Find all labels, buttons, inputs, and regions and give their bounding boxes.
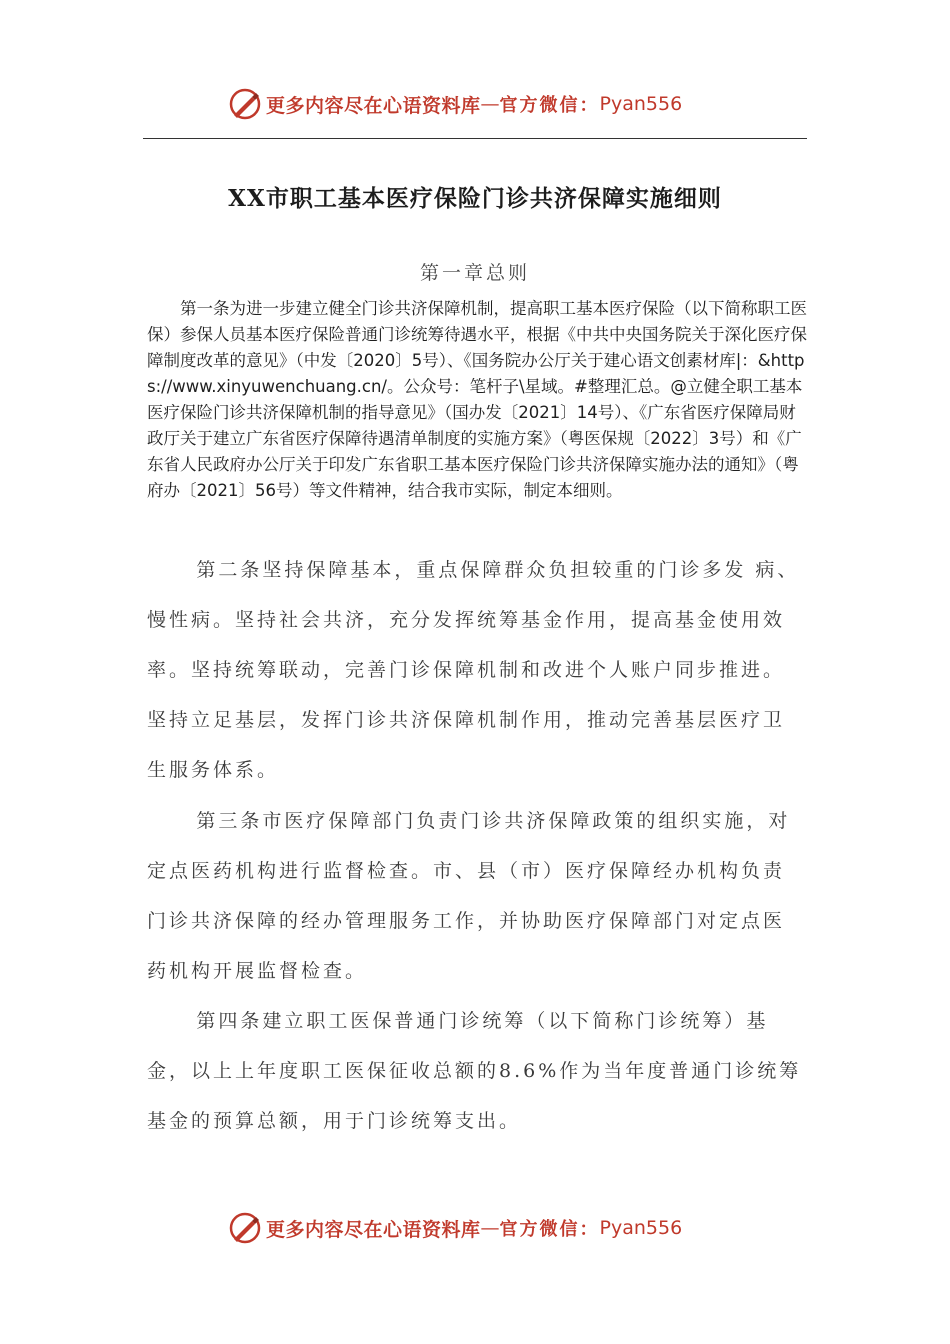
pen-logo-icon [228, 1211, 262, 1245]
paragraph-article-2: 第二条坚持保障基本，重点保障群众负担较重的门诊多发 病、慢性病。坚持社会共济，充分发挥统筹基金作用，提高基金使用效率。坚持统筹联动，完善门诊保障机制和改进个人账户同步推进。坚持立足基层，发挥门诊共济保障机制作用，推动完善基层医疗卫生服务体系。 [147, 559, 800, 781]
banner-wechat-id: Pyan556 [599, 1217, 683, 1239]
banner-dash: — [480, 1217, 500, 1239]
paragraph-article-1: 第一条为进一步建立健全门诊共济保障机制，提高职工基本医疗保险（以下简称职工医保）参保人员基本医疗保险普通门诊统筹待遇水平，根据《中共中央国务院关于深化医疗保障制度改革的意见》（中发〔2020〕5号）、《国务院办公厅关于建心语文创素材库|：&https://www.xinyuwenchuang.cn/。公众号：笔杆子\星域。#整理汇总。@立健全职工基本医疗保险门诊共济保障机制的指导意见》（国办发〔2021〕14号）、《广东省医疗保障局财政厅关于建立广东省医疗保障待遇清单制度的实施方案》（粤医保规〔2022〕3号）和《广东省人民政府办公厅关于印发广东省职工基本医疗保险门诊共济保障实施办法的通知》（粤府办〔2021〕56号）等文件精神，结合我市实际，制定本细则。 [147, 299, 807, 500]
banner-wechat-id: Pyan556 [599, 93, 683, 115]
banner-text: 更多内容尽在心语资料库 [266, 1218, 481, 1241]
pen-logo-icon [228, 87, 262, 121]
paragraph-article-3: 第三条市医疗保障部门负责门诊共济保障政策的组织实施，对定点医药机构进行监督检查。市、县（市）医疗保障经办机构负责门诊共济保障的经办管理服务工作，并协助医疗保障部门对定点医药机构开展监督检查。 [147, 810, 791, 982]
document-title: XX市职工基本医疗保险门诊共济保障实施细则 [228, 185, 722, 212]
header-divider [143, 138, 807, 139]
banner-suffix: 官方微信： [499, 95, 600, 116]
chapter-heading: 第一章总则 [419, 262, 530, 284]
banner-suffix: 官方微信： [499, 1219, 600, 1240]
banner-text: 更多内容尽在心语资料库 [266, 94, 481, 117]
paragraph-article-4: 第四条建立职工医保普通门诊统筹（以下简称门诊统筹）基金，以上上年度职工医保征收总额的8.6%作为当年度普通门诊统筹基金的预算总额，用于门诊统筹支出。 [147, 1010, 802, 1132]
banner-dash: — [480, 93, 500, 115]
top-banner [228, 84, 748, 124]
bottom-banner [228, 1208, 748, 1248]
